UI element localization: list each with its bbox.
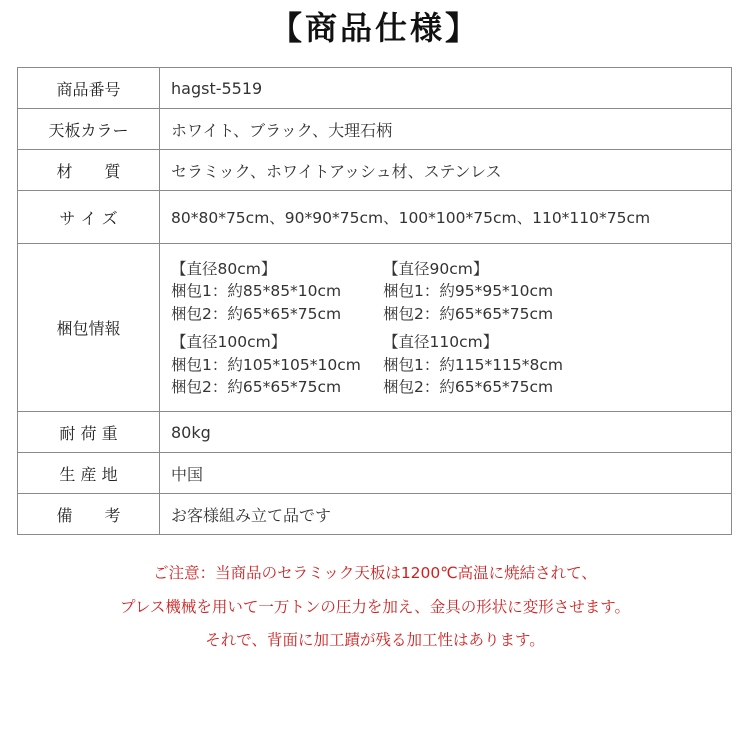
packaging-group <box>171 331 383 399</box>
spec-label: 梱包情報 <box>18 244 160 412</box>
packaging-header: 【直径100cm】 <box>171 333 287 351</box>
spec-row-material <box>18 150 732 191</box>
spec-row-origin <box>18 453 732 494</box>
page-title: 【商品仕様】 <box>269 9 480 47</box>
packaging-header: 【直径110cm】 <box>383 333 499 351</box>
caution-line: ご注意：当商品のセラミック天板は1200℃高温に焼結されて、 <box>153 564 597 582</box>
packaging-header: 【直径80cm】 <box>171 259 277 278</box>
spec-label: 天板カラー <box>18 109 160 150</box>
spec-label: 商品番号 <box>18 68 160 109</box>
packaging-line: 梱包1：約85*85*10cm <box>171 282 342 300</box>
caution-line: それで、背面に加工蹟が残る加工性はあります。 <box>205 631 545 649</box>
spec-row-product-number <box>18 68 732 109</box>
packaging-group <box>383 331 583 399</box>
spec-value: hagst-5519 <box>160 68 732 109</box>
spec-row-load <box>18 412 732 453</box>
spec-value: 80kg <box>160 412 732 453</box>
packaging-line: 梱包2：約65*65*75cm <box>383 378 554 396</box>
packaging-header: 【直径90cm】 <box>383 259 489 278</box>
spec-row-remarks <box>18 494 732 535</box>
packaging-line: 梱包1：約105*105*10cm <box>171 355 361 374</box>
spec-label: 生 産 地 <box>18 453 160 494</box>
spec-row-packaging <box>18 244 732 412</box>
spec-label: 備 考 <box>18 494 160 535</box>
spec-table <box>17 67 732 535</box>
spec-value: 中国 <box>160 453 732 494</box>
packaging-cell <box>160 244 732 412</box>
spec-label: 耐 荷 重 <box>18 412 160 453</box>
packaging-line: 梱包1：約115*115*8cm <box>383 355 564 374</box>
spec-value: 80*80*75cm、90*90*75cm、100*100*75cm、110*110*75cm <box>160 191 732 244</box>
spec-label: サ イ ズ <box>18 191 160 244</box>
packaging-line: 梱包2：約65*65*75cm <box>171 378 342 396</box>
spec-row-size <box>18 191 732 244</box>
caution-notes <box>0 557 750 658</box>
spec-value: ホワイト、ブラック、大理石柄 <box>160 109 732 150</box>
caution-line: プレス機械を用いて一万トンの圧力を加え、金具の形状に変形させます。 <box>119 597 631 616</box>
spec-label: 材 質 <box>18 150 160 191</box>
packaging-grid <box>171 253 731 403</box>
packaging-line: 梱包2：約65*65*75cm <box>383 304 554 323</box>
packaging-group <box>383 258 583 326</box>
packaging-line: 梱包1：約95*95*10cm <box>383 282 554 300</box>
spec-value: お客様組み立て品です <box>160 494 732 535</box>
packaging-group <box>171 258 383 326</box>
packaging-line: 梱包2：約65*65*75cm <box>171 304 342 323</box>
spec-row-top-color <box>18 109 732 150</box>
spec-value: セラミック、ホワイトアッシュ材、ステンレス <box>160 150 732 191</box>
